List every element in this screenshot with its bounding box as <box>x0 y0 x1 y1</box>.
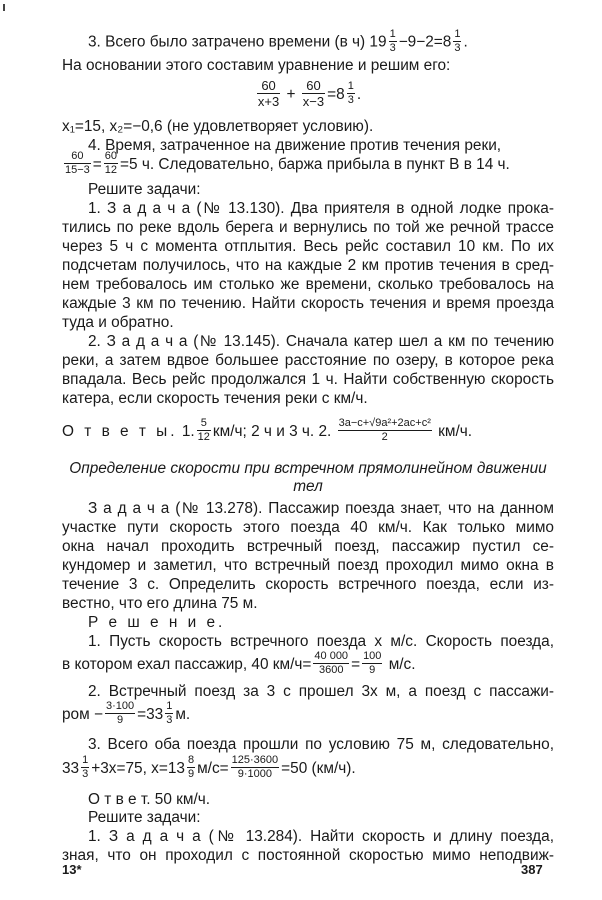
task2-line: катера, если скорость течения реки c км/ч. <box>62 390 368 407</box>
step2-formula: ром − $\frac{3\cdot 100}{9}$ =33 $\frac{1}{3}$ м. <box>62 700 191 727</box>
answers-1: О т в е т ы. 1. $\frac{5}{12}$ км/ч; 2 ч и 3 ч. 2. $\frac{\text{3a−c+√9a²+2ac+c²}}{2}$ км/ч. <box>62 417 473 444</box>
task3-line: течение 3 с. Определить скорость встречного поезда, если из- <box>62 576 554 593</box>
page-number: 387 <box>521 862 543 877</box>
task3-line: вестно, что его длина 75 м. <box>62 595 258 612</box>
step2-line: 2. Встречный поезд за 3 с прошел 3x м, а поезд с пассажи- <box>88 683 554 700</box>
line-p4: 4. Время, затраченное на движение против течения реки, <box>88 137 502 154</box>
section-heading: тел <box>293 478 323 495</box>
section-heading: Определение скорости при встречном прямолинейном движении <box>69 460 547 477</box>
step1-line: 1. Пусть скорость встречного поезда x м/с. Скорость поезда, <box>88 633 554 650</box>
task2-line: впадала. Весь рейс продолжался 1 ч. Найти собственную скорость <box>62 371 554 388</box>
step3-line: 3. Всего оба поезда прошли по условию 75 м, следовательно, <box>88 736 554 753</box>
step3-formula: 33 $\frac{1}{3}$ +3x=75, x=13 $\frac{8}{9}$ м/с= $\frac{125\cdot 3600}{9\cdot 1000}$ =50 (км/ч). <box>62 754 356 781</box>
footer-signature: 13* <box>62 862 82 877</box>
task2-line: реки, а затем вдвое большее расстояние по озеру, в которое река <box>62 352 554 369</box>
task3-line: кундомер и заметил, что встречный поезд проходил мимо окна в <box>62 557 554 574</box>
task3-line: З а д а ч а (№ 13.278). Пассажир поезда знает, что на данном <box>88 500 554 517</box>
task1-line: 1. З а д а ч а (№ 13.130). Два приятеля в одной лодке прока- <box>88 200 554 217</box>
line-p3: x₁=15, x₂=−0,6 (не удовлетворяет условию). <box>62 118 374 135</box>
margin-mark <box>3 4 5 11</box>
step1-formula: в котором ехал пассажир, 40 км/ч= $\frac{40 000}{3600}$ = $\frac{100}{9}$ м/с. <box>62 650 416 677</box>
task1-line: туда и обратно. <box>62 314 174 331</box>
task1-line: тились по реке вдоль берега и вернулись по той же речной трассе <box>62 219 554 236</box>
answer-2: О т в е т. 50 км/ч. <box>88 791 211 808</box>
task4-line: зная, что он проходил с постоянной скоростью мимо неподвиж- <box>62 847 554 864</box>
task3-line: участке пути скорость этого поезда 40 км/ч. Как только мимо <box>62 519 554 536</box>
solution-label: Р е ш е н и е. <box>88 614 226 631</box>
task3-line: окна начал проходить встречный поезд, пассажир пустил се- <box>62 538 554 555</box>
line-p5: $\frac{60}{15-3}$ = $\frac{60}{12}$ =5 ч. Следовательно, баржа прибыла в пункт B в 14 ч. <box>65 150 510 177</box>
task1-line: нем требовалось им столько же времени, сколько требовалось на <box>62 276 554 293</box>
task2-line: 2. З а д а ч а (№ 13.145). Сначала катер шел a км по течению <box>88 333 554 350</box>
task1-line: подсчетам получилось, что на каждые 2 км против течения в сред- <box>62 257 554 274</box>
task4-line: 1. З а д а ч а (№ 13.284). Найти скорость и длину поезда, <box>88 828 554 845</box>
task1-line: каждые 3 км по течению. Найти скорость течения и время проезда <box>62 295 554 312</box>
task1-line: через 5 ч с момента отплытия. Весь рейс составил 10 км. По их <box>62 238 554 255</box>
line-p7: Решите задачи: <box>88 809 201 826</box>
equation-1: $\frac{60}{x+3}$ + $\frac{60}{x-3}$ =8 $\frac{1}{3}$ . <box>257 78 362 110</box>
line-p1: 3. Всего было затрачено времени (в ч) 19 $\frac{1}{3}$ −9−2=8 $\frac{1}{3}$ . <box>88 28 468 54</box>
line-p2: На основании этого составим уравнение и решим его: <box>62 57 451 74</box>
line-p6: Решите задачи: <box>88 181 201 198</box>
